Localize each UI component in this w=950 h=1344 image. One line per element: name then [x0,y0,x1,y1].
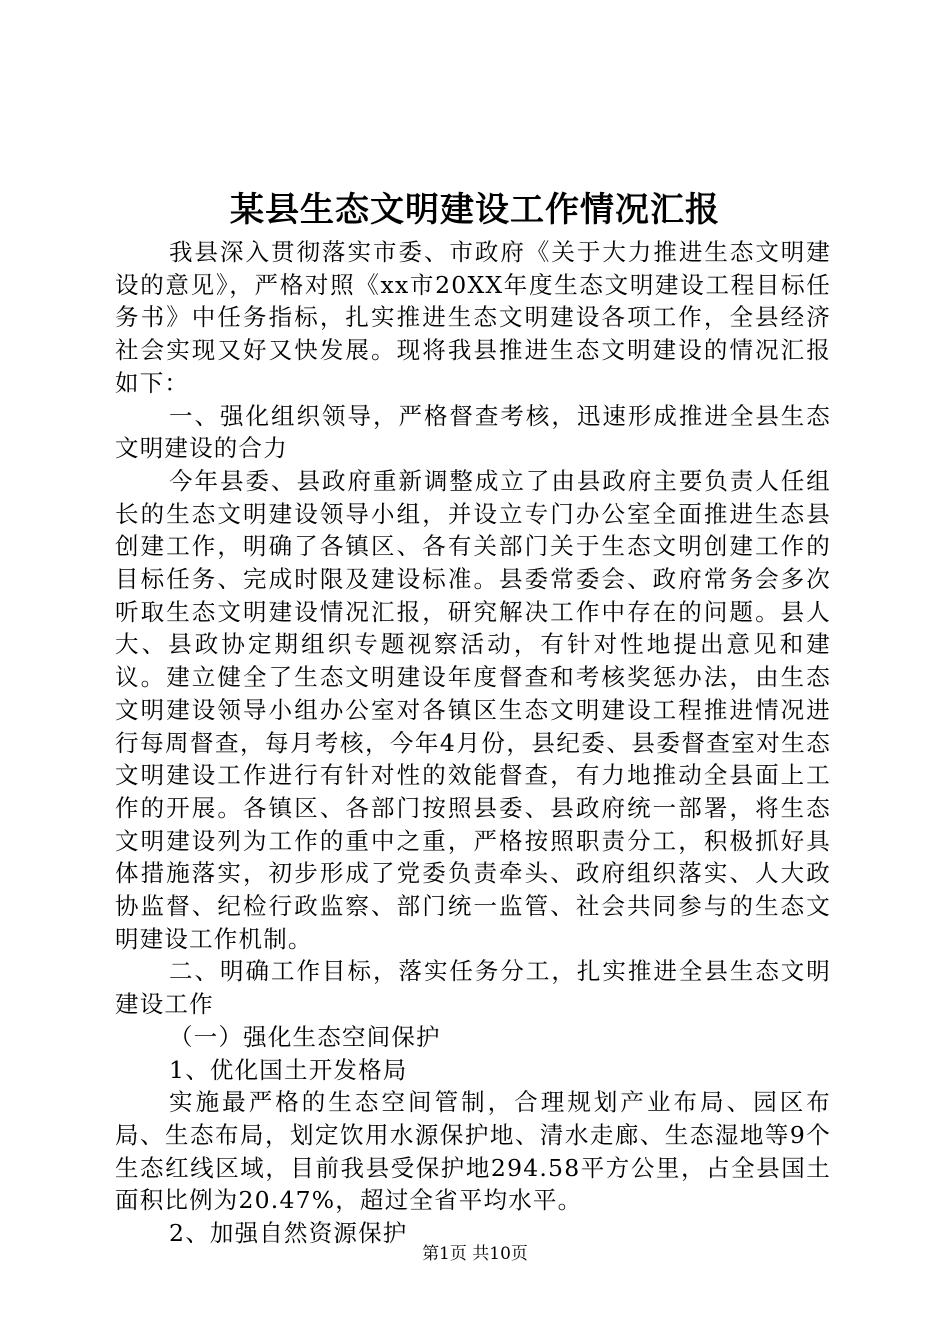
section-heading-2: 二、明确工作目标，落实任务分工，扎实推进全县生态文明建设工作 [115,957,831,1019]
section-heading-1: 一、强化组织领导，严格督查考核，迅速形成推进全县生态文明建设的合力 [115,401,831,463]
paragraph-intro: 我县深入贯彻落实市委、市政府《关于大力推进生态文明建设的意见》，严格对照《xx市20XX年度生态文明建设工程目标任务书》中任务指标，扎实推进生态文明建设各项工作，全县经济社会实现又好又快发展。现将我县推进生态文明建设的情况汇报如下： [115,238,831,397]
subsection-heading-1: （一）强化生态空间保护 [169,1022,441,1051]
item-heading-2: 2、加强自然资源保护 [169,1219,408,1248]
paragraph-item-1: 实施最严格的生态空间管制，合理规划产业布局、园区布局、生态布局，划定饮用水源保护地、清水走廊、生态湿地等9个生态红线区域，目前我县受保护地294.58平方公里，占全县国土面积比例为20.47%，超过全省平均水平。 [115,1088,831,1215]
document-body [115,236,831,1250]
paragraph-section-1: 今年县委、县政府重新调整成立了由县政府主要负责人任组长的生态文明建设领导小组，并设立专门办公室全面推进生态县创建工作，明确了各镇区、各有关部门关于生态文明创建工作的目标任务、完成时限及建设标准。县委常委会、政府常务会多次听取生态文明建设情况汇报，研究解决工作中存在的问题。县人大、县政协定期组织专题视察活动，有针对性地提出意见和建议。建立健全了生态文明建设年度督查和考核奖惩办法，由生态文明建设领导小组办公室对各镇区生态文明建设工程推进情况进行每周督查，每月考核，今年4月份，县纪委、县委督查室对生态文明建设工作进行有针对性的效能督查，有力地推动全县面上工作的开展。各镇区、各部门按照县委、县政府统一部署，将生态文明建设列为工作的重中之重，严格按照职责分工，积极抓好具体措施落实，初步形成了党委负责牵头、政府组织落实、人大政协监督、纪检行政监察、部门统一监管、社会共同参与的生态文明建设工作机制。 [115,466,831,953]
document-title: 某县生态文明建设工作情况汇报 [230,190,720,230]
item-heading-1: 1、优化国土开发格局 [169,1055,408,1084]
page-footer: 第1页 共10页 [422,1244,528,1264]
